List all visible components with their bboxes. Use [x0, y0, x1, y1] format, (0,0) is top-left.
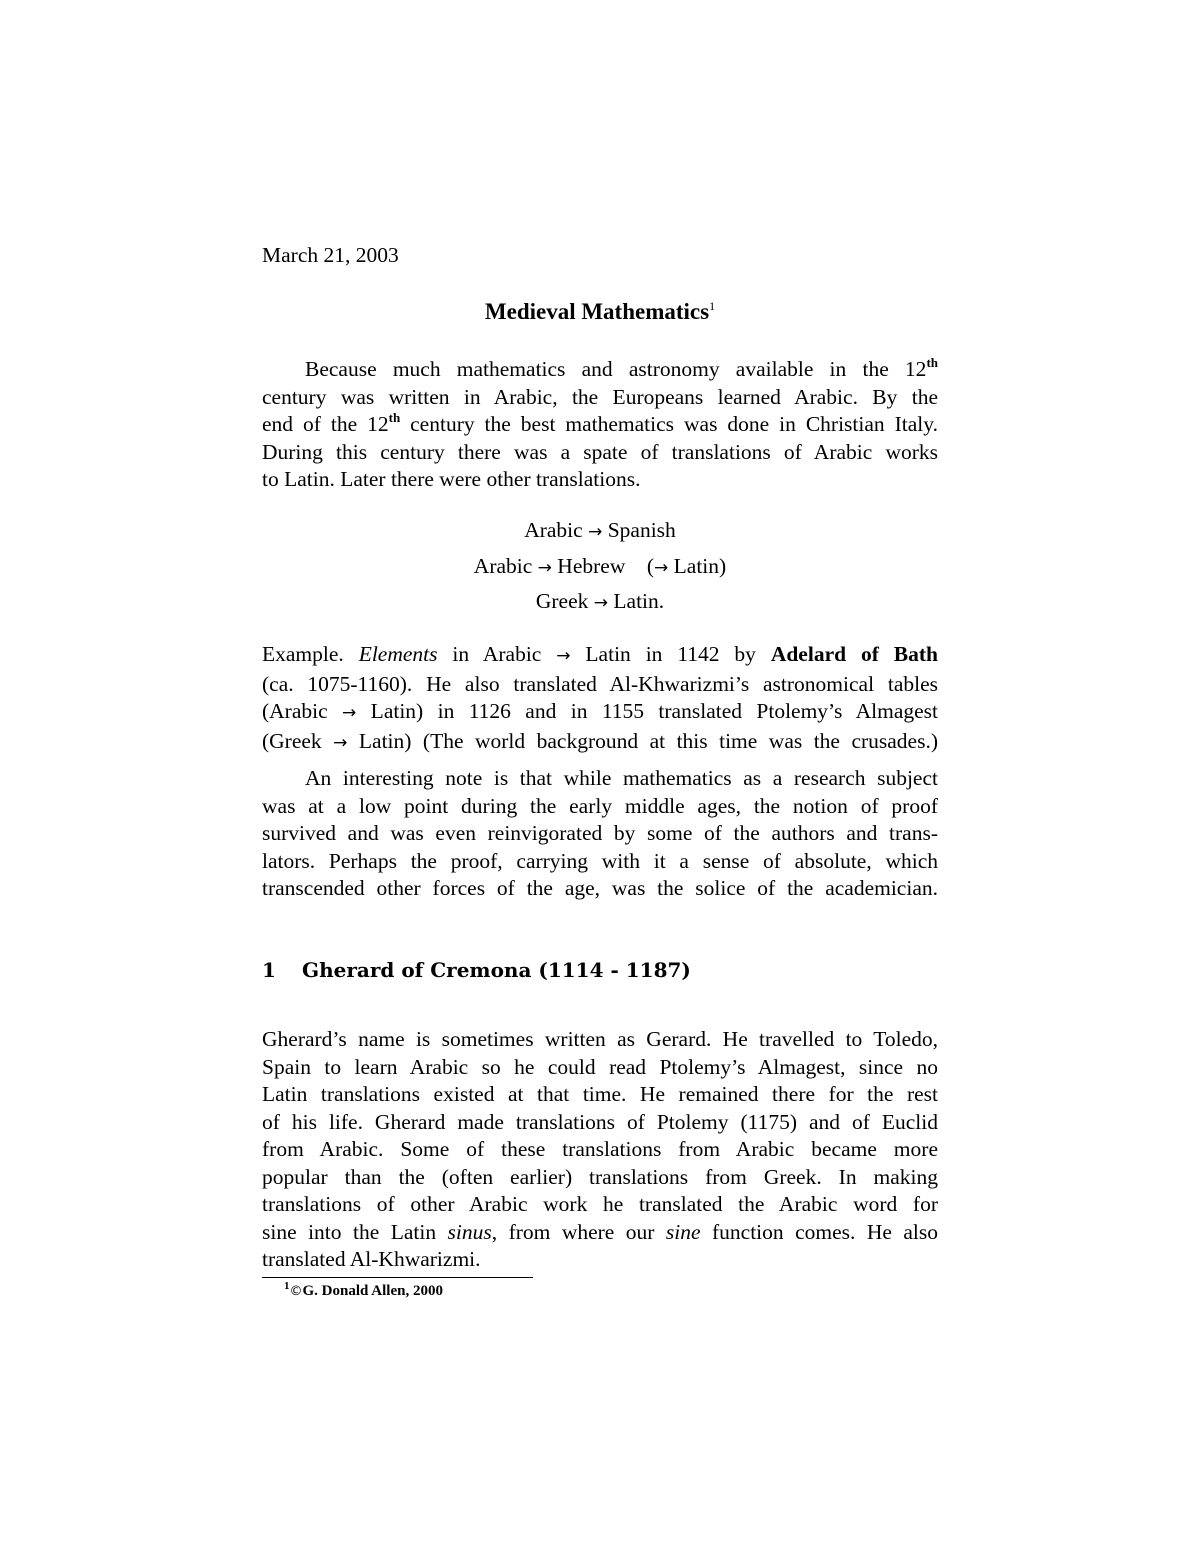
- paragraph-line: of his life. Gherard made translations of Ptolemy (1175) and of Euclid: [262, 1109, 938, 1134]
- paragraph-line: (Arabic → Latin) in 1126 and in 1155 translated Ptolemy’s Almagest: [262, 699, 938, 723]
- translation-row: Greek → Latin.: [535, 589, 665, 613]
- paragraph-line: from Arabic. Some of these translations from Arabic became more: [262, 1137, 938, 1161]
- gherard-paragraph: [262, 1026, 938, 1274]
- arrow-icon: →: [333, 732, 348, 753]
- paragraph-line: transcended other forces of the age, was the solice of the academician.: [262, 876, 938, 900]
- paragraph-line: was at a low point during the early middle ages, the notion of proof: [262, 793, 938, 818]
- paragraph-line: (ca. 1075-1160). He also translated Al-Khwarizmi’s astronomical tables: [262, 671, 938, 696]
- footnote: [284, 1280, 443, 1300]
- copyright-icon: ©: [289, 1284, 303, 1299]
- paragraph-line: popular than the (often earlier) translations from Greek. In making: [262, 1164, 938, 1189]
- intro-paragraph: [262, 356, 938, 494]
- paragraph-line: end of the 12th century the best mathematics was done in Christian Italy.: [262, 410, 939, 436]
- translation-paths: [262, 514, 938, 621]
- paragraph-line: An interesting note is that while mathematics as a research subject: [305, 766, 938, 790]
- paragraph-line: translated Al-Khwarizmi.: [262, 1247, 481, 1271]
- arrow-icon: →: [593, 593, 609, 613]
- paragraph-line: During this century there was a spate of translations of Arabic works: [262, 439, 938, 464]
- paragraph-line: Gherard’s name is sometimes written as Gerard. He travelled to Toledo,: [262, 1027, 938, 1051]
- section-heading: [262, 958, 691, 982]
- paragraph-line: survived and was even reinvigorated by some of the authors and trans-: [262, 821, 938, 845]
- paragraph-line: Spain to learn Arabic so he could read Ptolemy’s Almagest, since no: [262, 1054, 938, 1079]
- paragraph-line: Because much mathematics and astronomy available in the 12th: [305, 355, 938, 381]
- arrow-icon: →: [556, 646, 571, 666]
- title-footnote-mark: 1: [709, 299, 716, 313]
- document-date: March 21, 2003: [262, 243, 399, 267]
- sinus-term: sinus: [447, 1219, 492, 1244]
- arrow-icon: →: [654, 557, 669, 578]
- paragraph-line: translations of other Arabic work he translated the Arabic word for: [262, 1192, 938, 1216]
- paragraph-line: to Latin. Later there were other translations.: [262, 467, 641, 491]
- title-text: Medieval Mathematics: [484, 299, 710, 324]
- section-number: 1: [262, 958, 276, 982]
- paragraph-line: Example. Elements in Arabic → Latin in 1142 by Adelard of Bath: [262, 642, 938, 666]
- adelard-name: Adelard of Bath: [770, 642, 938, 666]
- sine-term: sine: [665, 1219, 701, 1244]
- paragraph-line: (Greek → Latin) (The world background at this time was the crusades.): [262, 728, 939, 753]
- footnote-rule: [262, 1277, 533, 1278]
- proof-paragraph: [262, 765, 938, 903]
- paragraph-line: sine into the Latin sinus, from where our sine function comes. He also: [262, 1219, 939, 1244]
- elements-title: Elements: [358, 642, 438, 666]
- paragraph-line: Latin translations existed at that time. He remained there for the rest: [262, 1082, 938, 1106]
- arrow-icon: →: [342, 703, 357, 723]
- arrow-icon: →: [588, 522, 603, 542]
- footnote-mark: 1: [284, 1280, 290, 1292]
- footnote-text: G. Donald Allen, 2000: [302, 1283, 443, 1299]
- document-title: [262, 299, 938, 325]
- example-paragraph: [262, 641, 938, 757]
- paragraph-line: lators. Perhaps the proof, carrying with it a sense of absolute, which: [262, 848, 938, 873]
- translation-row: Arabic → Spanish: [524, 518, 676, 542]
- arrow-icon: →: [537, 557, 552, 578]
- paragraph-line: century was written in Arabic, the Europeans learned Arabic. By the: [262, 384, 938, 409]
- section-title: Gherard of Cremona (1114 - 1187): [302, 958, 691, 982]
- translation-row: Arabic → Hebrew (→ Latin): [473, 553, 727, 578]
